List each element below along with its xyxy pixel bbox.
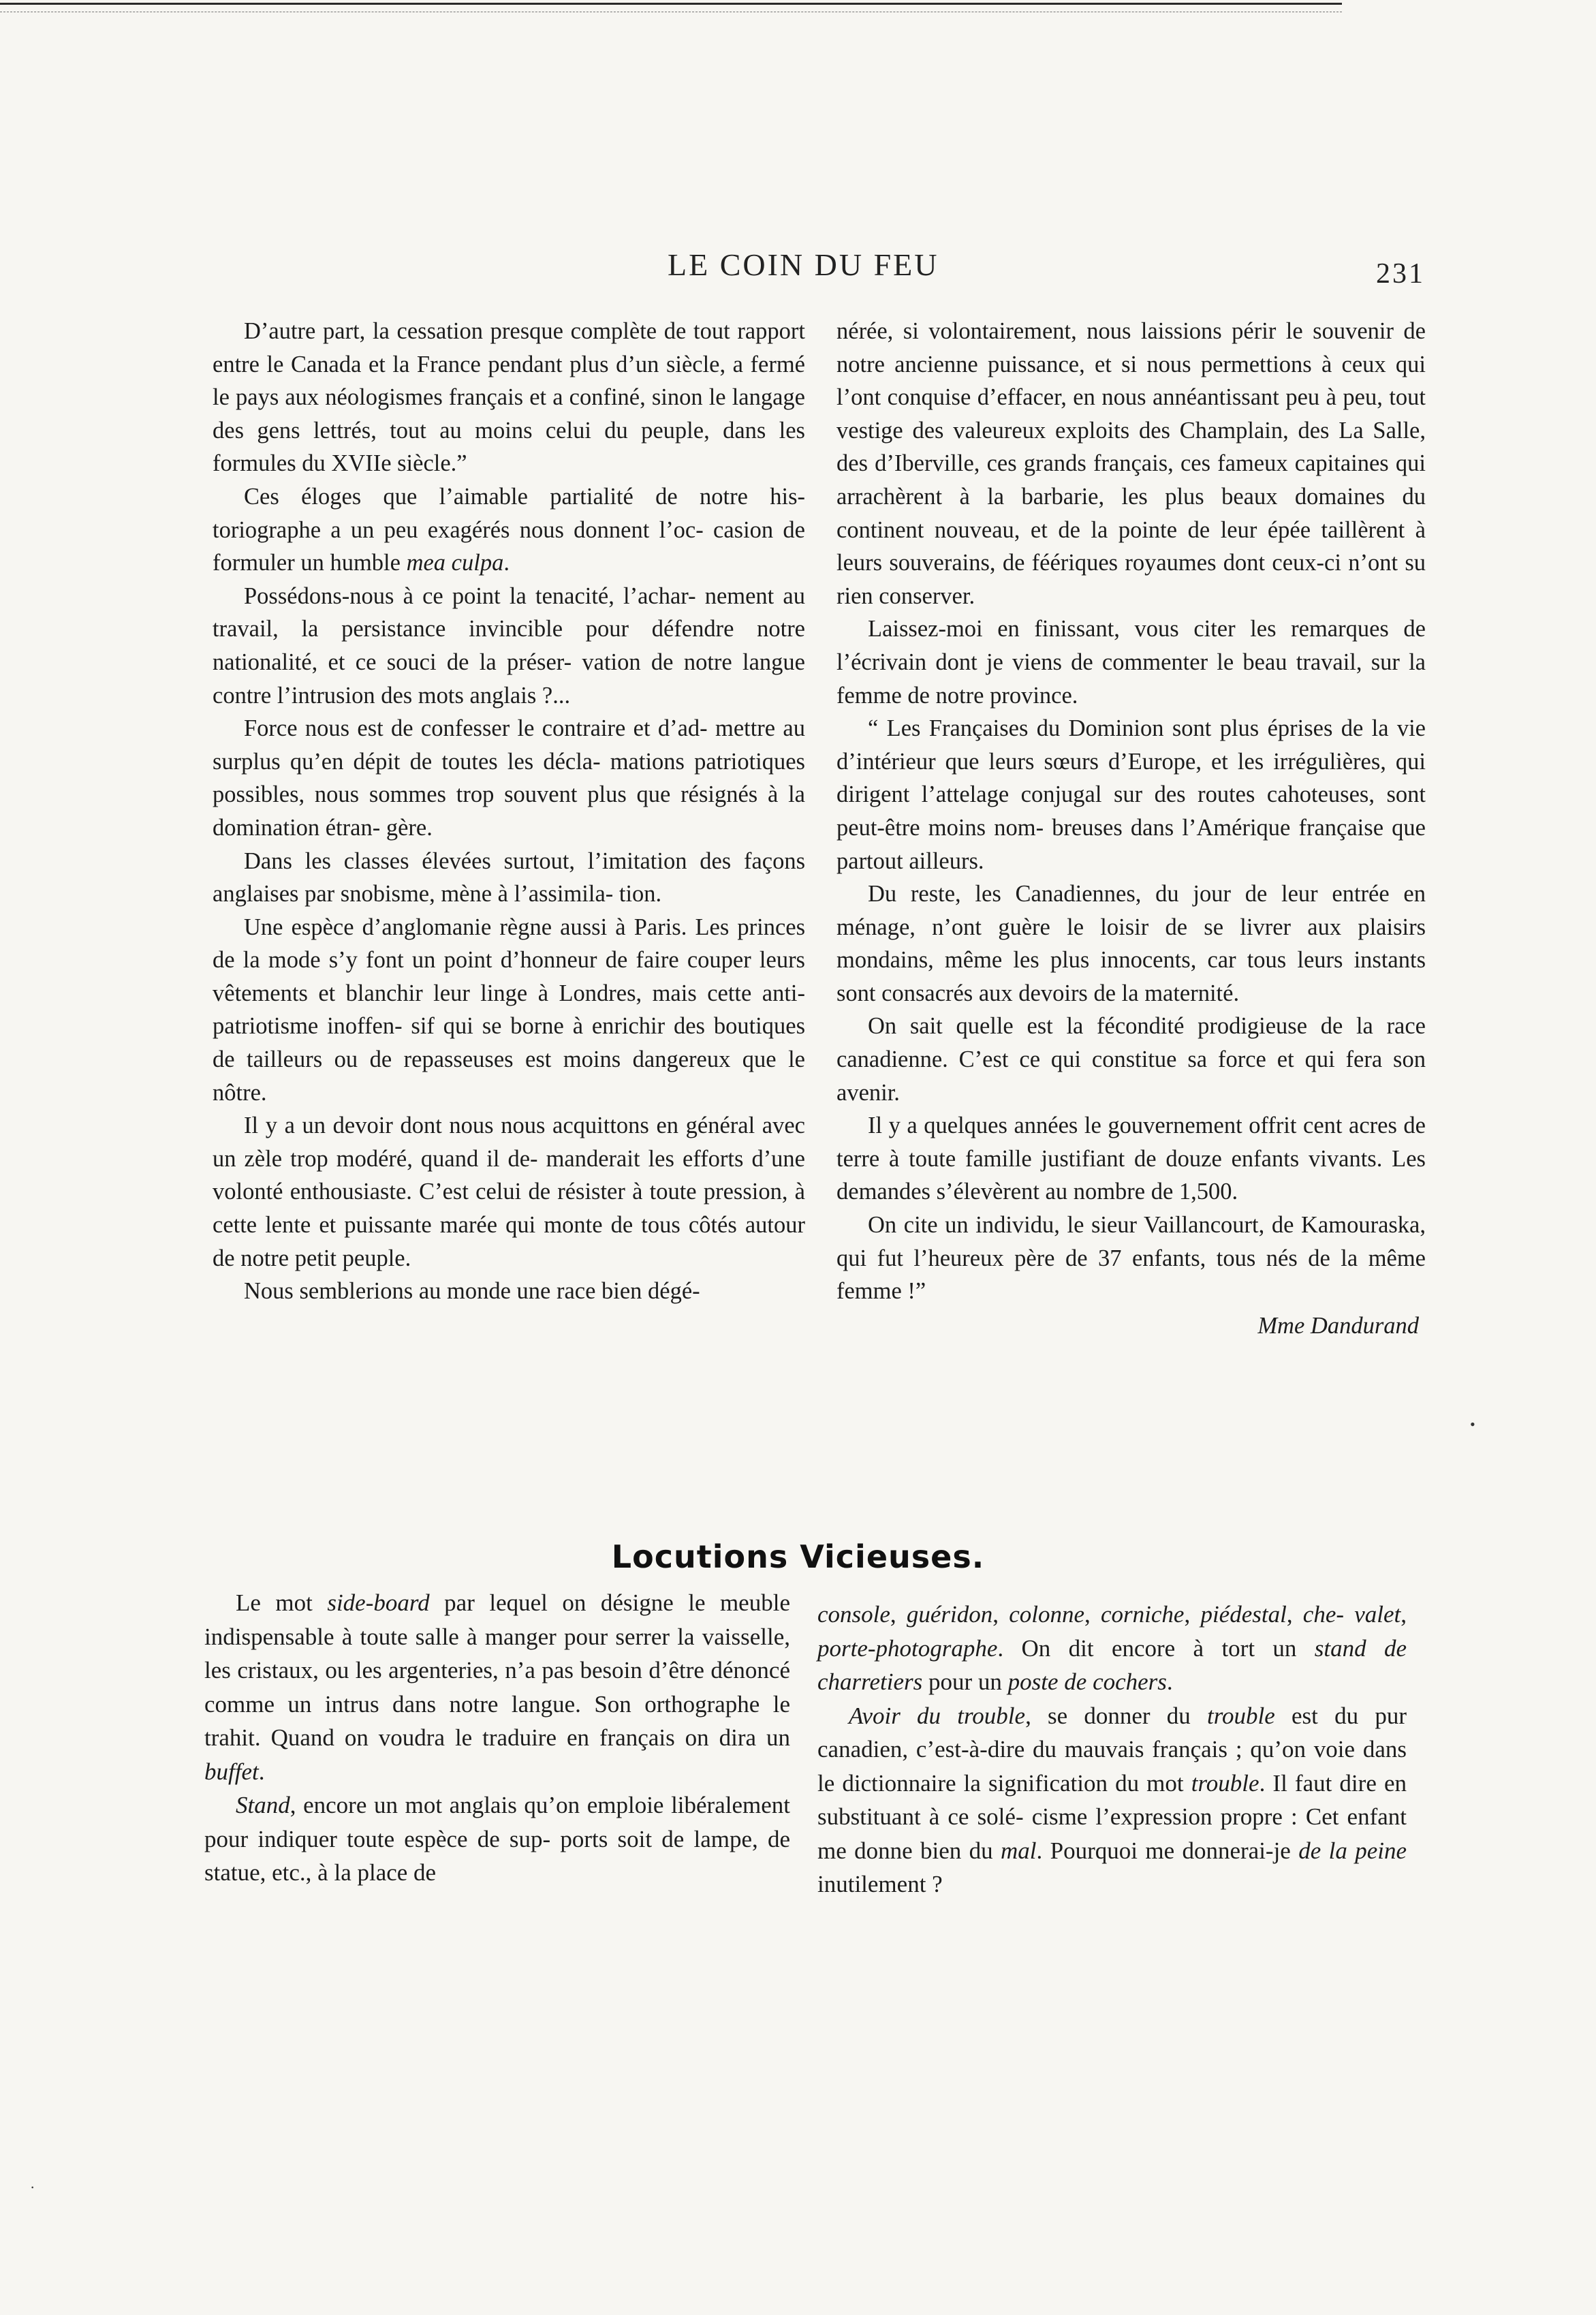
paragraph: Force nous est de confesser le contraire et d’ad- mettre au surplus qu’en dépit de toutes les décla- mations patriotiques possibles, nous sommes trop souvent plus que résignés à la domination étran- gère. [213, 715, 805, 841]
article-column-right-body [836, 315, 1426, 1308]
paragraph: On cite un individu, le sieur Vaillancourt, de Kamouraska, qui fut l’heureux père de 37 enfants, tous nés de la même femme !” [836, 1212, 1426, 1305]
article-column-left [213, 315, 805, 1308]
paragraph: “ Les Françaises du Dominion sont plus éprises de la vie d’intérieur que leurs sœurs d’Europe, et les irrégulières, qui dirigent l’attelage conjugal sur des routes cahoteuses, sont peut-être moins nom- breuses dans l’Amérique française que partout ailleurs. [836, 715, 1426, 874]
paragraph: Ces éloges que l’aimable partialité de notre his- toriographe a un peu exagérés nous donnent l’oc- casion de formuler un humble mea culpa. [213, 483, 805, 576]
paragraph: nérée, si volontairement, nous laissions périr le souvenir de notre ancienne puissance, et si nous permettions à ceux qui l’ont conquise d’effacer, en nous annéantissant peu à peu, tout vestige des valeureux exploits des Champlain, des La Salle, des d’Iberville, ces grands français, ces fameux capitaines qui arrachèrent à la barbarie, les plus beaux domaines du continent nouveau, et de la pointe de leur épée taillèrent à leurs souverains, de féériques royaumes dont ceux-ci n’ont su rien conserver. [836, 318, 1426, 609]
italic-term: colonne [1009, 1601, 1085, 1628]
scan-speck: · [30, 2179, 35, 2196]
paragraph: console, guéridon, colonne, corniche, piédestal, che- valet, porte-photographe. On dit encore à tort un stand de charretiers pour un poste de cochers. [817, 1601, 1407, 1695]
paragraph: Il y a quelques années le gouvernement offrit cent acres de terre à toute famille justifiant de douze enfants vivants. Les demandes s’élevèrent au nombre de 1,500. [836, 1113, 1426, 1205]
author-signature: Mme Dandurand [1257, 1312, 1419, 1339]
italic-term: trouble [1207, 1702, 1275, 1729]
article-column-right [836, 315, 1426, 1342]
paragraph: Stand, encore un mot anglais qu’on emploie libéralement pour indiquer toute espèce de sup- ports soit de lampe, de statue, etc., à la place de [204, 1792, 790, 1886]
scan-top-rule [0, 3, 1342, 12]
italic-term: Avoir du trouble [849, 1702, 1026, 1729]
italic-term: mea culpa [406, 550, 504, 576]
scan-speck: • [1470, 1416, 1475, 1433]
paragraph: Le mot side-board par lequel on désigne le meuble indispensable à toute salle à manger pour serrer la vaisselle, les cristaux, ou les argenteries, n’a pas besoin d’être dénoncé comme un intrus dans notre langue. Son orthographe le trahit. Quand on voudra le traduire en français on dira un buffet. [204, 1589, 790, 1785]
italic-term: corniche [1101, 1601, 1185, 1628]
italic-term: side-board [327, 1589, 430, 1616]
italic-term: console [817, 1601, 890, 1628]
paragraph: Du reste, les Canadiennes, du jour de leur entrée en ménage, n’ont guère le loisir de se livrer aux plaisirs mondains, même les plus innocents, car tous leurs instants sont consacrés aux devoirs de la maternité. [836, 881, 1426, 1006]
paragraph: Avoir du trouble, se donner du trouble est du pur canadien, c’est-à-dire du mauvais français ; qu’on voie dans le dictionnaire la signification du mot trouble. Il faut dire en substituant à ce solé- cisme l’expression propre : Cet enfant me donne bien du mal. Pourquoi me donnerai-je de la peine inutilement ? [817, 1702, 1407, 1897]
paragraph: Nous semblerions au monde une race bien dégé- [244, 1278, 700, 1305]
paragraph: On sait quelle est la fécondité prodigieuse de la race canadienne. C’est ce qui constitue sa force et qui fera son avenir. [836, 1013, 1426, 1106]
italic-term: che- valet [1302, 1601, 1401, 1628]
italic-term: buffet [204, 1758, 259, 1785]
page-number: 231 [1376, 258, 1425, 290]
italic-term: trouble [1191, 1769, 1259, 1797]
paragraph: D’autre part, la cessation presque complète de tout rapport entre le Canada et la France pendant plus d’un siècle, a fermé le pays aux néologismes français et a confiné, sinon le langage des gens lettrés, tout au moins celui du peuple, dans les formules du XVIIe siècle.” [213, 318, 805, 477]
italic-term: Stand [236, 1792, 290, 1818]
italic-term: piédestal [1200, 1601, 1287, 1628]
paragraph: Une espèce d’anglomanie règne aussi à Paris. Les princes de la mode s’y font un point d’honneur de faire couper leurs vêtements et blanchir leur linge à Londres, mais cette anti-patriotisme inoffen- sif qui se borne à enrichir des boutiques de tailleurs ou de repasseuses est moins dangereux que le nôtre. [213, 914, 805, 1106]
paragraph: Laissez-moi en finissant, vous citer les remarques de l’écrivain dont je viens de commenter le beau travail, sur la femme de notre province. [836, 616, 1426, 709]
running-title: LE COIN DU FEU [668, 247, 939, 282]
section-title: Locutions Vicieuses. [611, 1538, 985, 1575]
italic-term: guéridon [906, 1601, 993, 1628]
paragraph: Possédons-nous à ce point la tenacité, l’achar- nement au travail, la persistance invincible pour défendre notre nationalité, et ce souci de la préser- vation de notre langue contre l’intrusion des mots anglais ?... [213, 582, 805, 709]
italic-term: de la peine [1298, 1837, 1407, 1864]
italic-term: mal [1001, 1837, 1037, 1864]
italic-term: stand de charretiers [817, 1634, 1407, 1695]
paragraph: Dans les classes élevées surtout, l’imitation des façons anglaises par snobisme, mène à l’assimila- tion. [213, 848, 805, 907]
italic-term: porte-photographe [817, 1634, 998, 1662]
section-column-left [204, 1586, 790, 1890]
section-column-right [817, 1598, 1407, 1901]
italic-term: poste de cochers [1007, 1668, 1167, 1695]
paragraph: Il y a un devoir dont nous nous acquittons en général avec un zèle trop modéré, quand il de- manderait les efforts d’une volonté enthousiaste. C’est celui de résister à toute pression, à cette lente et puissante marée qui monte de tous côtés autour de notre petit peuple. [213, 1113, 805, 1271]
